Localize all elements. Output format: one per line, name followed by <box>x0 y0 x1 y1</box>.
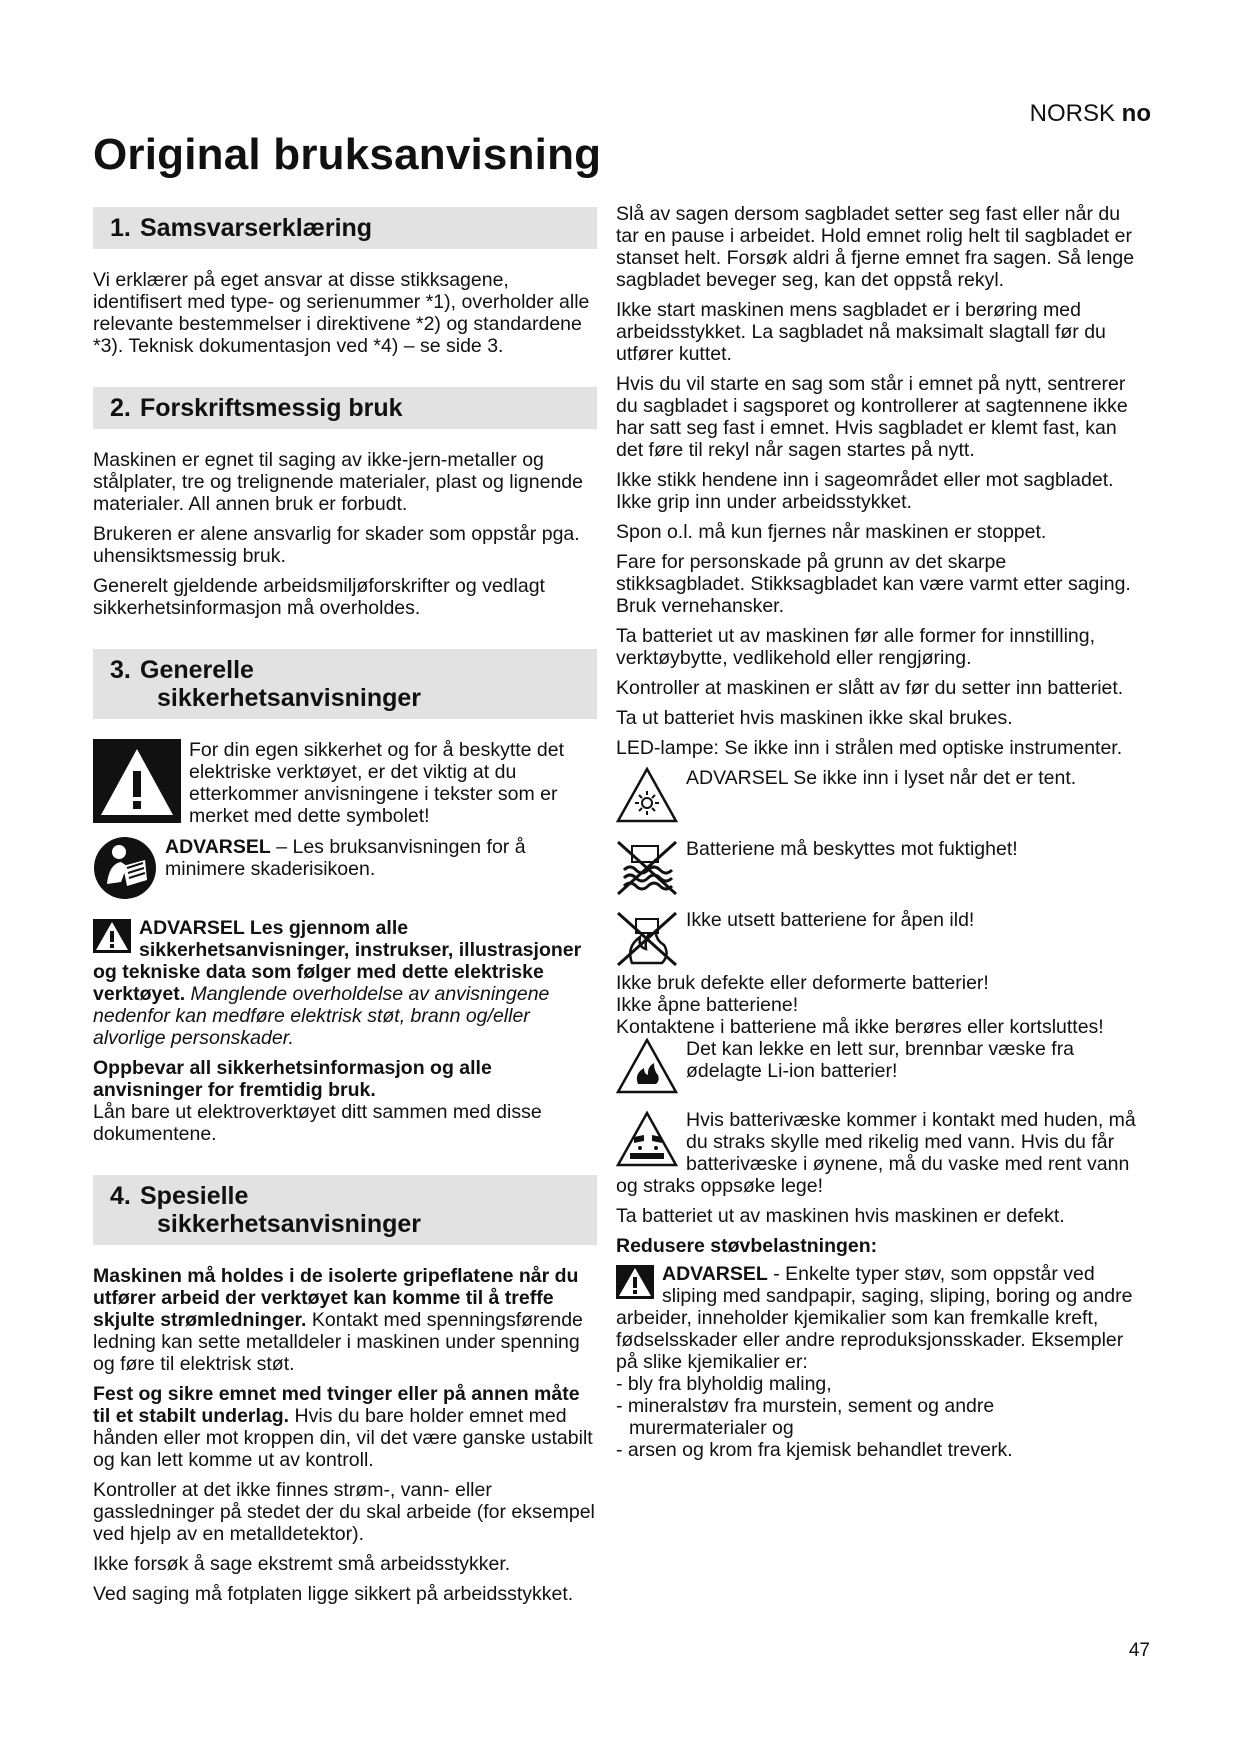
dust-warning: ADVARSEL - Enkelte typer støv, som oppstår ved sliping med sandpapir, saging, sliping, boring og andre arbeider, inneholder kjemikalier som kan fremkalle kreft, fødselsskader eller andre reproduksjonsskader. Eksempler på slike kjemikalier er: <box>616 1263 1133 1373</box>
remove-battery: Ta batteriet ut av maskinen hvis maskinen er defekt. <box>616 1205 1065 1227</box>
safety-paragraph: Spon o.l. må kun fjernes når maskinen er stoppet. <box>616 521 1047 543</box>
warning-triangle-icon <box>616 1265 654 1304</box>
safety-symbol-note <box>93 739 597 828</box>
section-4-paragraph: Maskinen må holdes i de isolerte gripeflatene når du utfører arbeid der verktøyet kan komme til å treffe skjulte strømledninger. Kontakt med spenningsførende ledning kan sette metalldeler i maskinen under spenning og føre til elektrisk støt. <box>93 1265 583 1375</box>
corrosive-icon <box>616 1111 678 1172</box>
skin-warning: Hvis batterivæske kommer i kontakt med huden, må du straks skylle med rikelig med vann. Hvis du får batterivæske i øynene, må du vaske med rent vann og straks oppsøke lege! <box>616 1109 1136 1197</box>
document-title: Original bruksanvisning <box>93 130 602 179</box>
battery-note: Ikke bruk defekte eller deformerte batterier! Ikke åpne batteriene! Kontaktene i batteriene må ikke berøres eller kortsluttes! <box>616 972 1104 1038</box>
list-item: - arsen og krom fra kjemisk behandlet treverk. <box>616 1439 1013 1461</box>
safety-paragraph: Ikke start maskinen mens sagbladet er i berøring med arbeidsstykket. La sagbladet nå maksimalt slagtall før du utfører kuttet. <box>616 299 1106 365</box>
read-manual-icon <box>93 836 157 905</box>
section-1-heading: 1. Samsvarserklæring <box>93 207 597 249</box>
safety-paragraph: Slå av sagen dersom sagbladet setter seg fast eller når du tar en pause i arbeidet. Hold emnet rolig helt til sagbladet er stanset helt. Forsøk aldri å fjerne emnet fra sagen. Så lenge sagbladet beveger seg, kan det oppstå rekyl. <box>616 203 1135 291</box>
section-2-paragraph: Generelt gjeldende arbeidsmiljøforskrifter og vedlagt sikkerhetsinformasjon må overholdes. <box>93 575 545 619</box>
chemical-list <box>616 1373 1136 1461</box>
language-code: no <box>1121 100 1151 127</box>
lend-instructions: Lån bare ut elektroverktøyet ditt sammen med disse dokumentene. <box>93 1101 542 1145</box>
section-2-heading: 2. Forskriftsmessig bruk <box>93 387 597 429</box>
warning-triangle-icon <box>93 919 131 958</box>
no-fire-icon <box>616 909 678 972</box>
safety-paragraph: LED-lampe: Se ikke inn i strålen med optiske instrumenter. <box>616 737 1123 759</box>
section-4-paragraph: Ikke forsøk å sage ekstremt små arbeidsstykker. <box>93 1553 511 1575</box>
section-4-paragraph: Kontroller at det ikke finnes strøm-, vann- eller gassledninger på stedet der du skal arbeide (for eksempel ved hjelp av en metalldetektor). <box>93 1479 595 1545</box>
safety-symbol-text: For din egen sikkerhet og for å beskytte det elektriske verktøyet, er det viktig at du etterkommer anvisningene i tekster som er merket med dette symbolet! <box>189 739 565 827</box>
list-item: - mineralstøv fra murstein, sement og andre murermaterialer og <box>616 1395 995 1439</box>
safety-paragraph: Fare for personskade på grunn av det skarpe stikksagbladet. Stikksagbladet kan være varmt etter saging. Bruk vernehansker. <box>616 551 1131 617</box>
light-warning: ADVARSEL Se ikke inn i lyset når det er tent. <box>616 767 1136 828</box>
list-item: - bly fra blyholdig maling, <box>616 1373 832 1395</box>
keep-instructions: Oppbevar all sikkerhetsinformasjon og alle anvisninger for fremtidig bruk. <box>93 1057 492 1101</box>
fire-warning: Ikke utsett batteriene for åpen ild! <box>616 909 1136 972</box>
right-column <box>616 203 1136 1461</box>
section-4-heading: 4. Spesielle sikkerhetsanvisninger <box>93 1175 597 1245</box>
section-4-paragraph: Fest og sikre emnet med tvinger eller på annen måte til et stabilt underlag. Hvis du bare holder emnet med hånden eller mot kroppen din, vil det være ganske ustabilt og kan lett komme ut av kontroll. <box>93 1383 593 1471</box>
safety-paragraph: Kontroller at maskinen er slått av før du setter inn batteriet. <box>616 677 1124 699</box>
section-1-body: Vi erklærer på eget ansvar at disse stikksagene, identifisert med type- og serienummer *1), overholder alle relevante bestemmelser i direktivene *2) og standardene *3). Teknisk dokumentasjon ved *4) – se side 3. <box>93 269 590 357</box>
led-light-warning-icon <box>616 767 678 828</box>
leak-warning: Det kan lekke en lett sur, brennbar væske fra ødelagte Li-ion batterier! <box>616 1038 1136 1099</box>
section-3-heading: 3. Generelle sikkerhetsanvisninger <box>93 649 597 719</box>
page-number: 47 <box>1128 1640 1150 1661</box>
left-column <box>93 207 597 1613</box>
flammable-icon <box>616 1038 678 1099</box>
dust-heading: Redusere støvbelastningen: <box>616 1235 878 1257</box>
general-warning: ADVARSEL Les gjennom alle sikkerhetsanvisninger, instrukser, illustrasjoner og tekniske data som følger med dette elektriske verktøyet. Manglende overholdelse av anvisningene nedenfor kan medføre elektrisk støt, brann og/eller alvorlige personskader. <box>93 917 582 1049</box>
read-manual-note: ADVARSEL – Les bruksanvisningen for å minimere skaderisikoen. <box>93 836 597 905</box>
no-moisture-icon <box>616 838 678 901</box>
language-name: NORSK <box>1029 100 1115 127</box>
safety-paragraph: Hvis du vil starte en sag som står i emnet på nytt, sentrerer du sagbladet i sagsporet og kontrollerer at sagtennene ikke har satt seg fast i emnet. Hvis sagbladet er klemt fast, kan det føre til rekyl når sagen startes på nytt. <box>616 373 1128 461</box>
section-4-paragraph: Ved saging må fotplaten ligge sikkert på arbeidsstykket. <box>93 1583 574 1605</box>
safety-paragraph: Ikke stikk hendene inn i sageområdet eller mot sagbladet. Ikke grip inn under arbeidsstykket. <box>616 469 1114 513</box>
section-2-paragraph: Maskinen er egnet til saging av ikke-jern-metaller og stålplater, tre og trelignende materialer, plast og lignende materialer. All annen bruk er forbudt. <box>93 449 583 515</box>
section-2-paragraph: Brukeren er alene ansvarlig for skader som oppstår pga. uhensiktsmessig bruk. <box>93 523 580 567</box>
warning-triangle-icon <box>93 739 181 828</box>
moisture-warning: Batteriene må beskyttes mot fuktighet! <box>616 838 1136 901</box>
language-label <box>1030 100 1151 128</box>
safety-paragraph: Ta ut batteriet hvis maskinen ikke skal brukes. <box>616 707 1013 729</box>
safety-paragraph: Ta batteriet ut av maskinen før alle former for innstilling, verktøybytte, vedlikehold eller rengjøring. <box>616 625 1096 669</box>
